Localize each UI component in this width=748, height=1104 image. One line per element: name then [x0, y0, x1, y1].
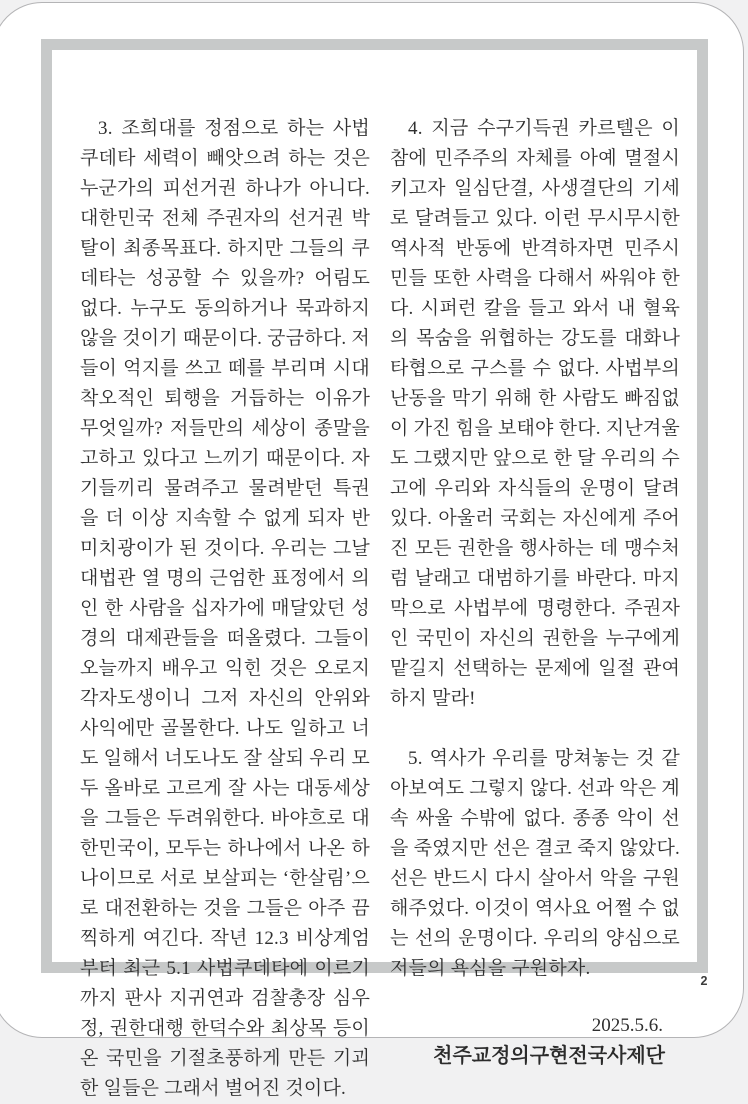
document-signature: 천주교정의구현전국사제단	[433, 1045, 665, 1067]
document-body	[80, 114, 680, 1104]
document-date: 2025.5.6.	[591, 1015, 663, 1036]
page-number: 2	[700, 974, 708, 988]
text-column-right	[390, 114, 680, 1104]
text-column-left	[80, 114, 370, 1104]
paragraph-section-3: 3. 조희대를 정점으로 하는 사법쿠데타 세력이 빼앗으려 하는 것은 누군가의 피선거권 하나가 아니다. 대한민국 전체 주권자의 선거권 박탈이 최종목표다. 하지만 그들의 쿠데타는 성공할 수 있을까? 어림도 없다. 누구도 동의하거나 묵과하지 않을 것이기 때문이다. 궁금하다. 저들이 억지를 쓰고 떼를 부리며 시대착오적인 퇴행을 거듭하는 이유가 무엇일까? 저들만의 세상이 종말을 고하고 있다고 느끼기 때문이다. 자기들끼리 물려주고 물려받던 특권을 더 이상 지속할 수 없게 되자 반미치광이가 된 것이다. 우리는 그날 대법관 열 명의 근엄한 표정에서 의인 한 사람을 십자가에 매달았던 성경의 대제관들을 떠올렸다. 그들이 오늘까지 배우고 익힌 것은 오로지 각자도생이니 그저 자신의 안위와 사익에만 골몰한다. 나도 일하고 너도 일해서 너도나도 잘 살되 우리 모두 올바로 고르게 잘 사는 대동세상을 그들은 두려워한다. 바야흐로 대한민국이, 모두는 하나에서 나온 하나이므로 서로 보살피는 ‘한살림’으로 대전환하는 것을 그들은 아주 끔찍하게 여긴다. 작년 12.3 비상계엄부터 최근 5.1 사법쿠데타에 이르기까지 판사 지귀연과 검찰총장 심우정, 권한대행 한덕수와 최상목 등이 온 국민을 기절초풍하게 만든 기괴한 일들은 그래서 벌어진 것이다.	[80, 118, 370, 1099]
paragraph-section-4: 4. 지금 수구기득권 카르텔은 이참에 민주주의 자체를 아예 멸절시키고자 일심단결, 사생결단의 기세로 달려들고 있다. 이런 무시무시한 역사적 반동에 반격하자면 민주시민들 또한 사력을 다해서 싸워야 한다. 시퍼런 칼을 들고 와서 내 혈육의 목숨을 위협하는 강도를 대화나 타협으로 구스를 수 없다. 사법부의 난동을 막기 위해 한 사람도 빠짐없이 가진 힘을 보태야 한다. 지난겨울도 그랬지만 앞으로 한 달 우리의 수고에 우리와 자식들의 운명이 달려 있다. 아울러 국회는 자신에게 주어진 모든 권한을 행사하는 데 맹수처럼 날래고 대범하기를 바란다. 마지막으로 사법부에 명령한다. 주권자인 국민이 자신의 권한을 누구에게 맡길지 선택하는 문제에 일절 관여하지 말라!	[390, 118, 680, 709]
paragraph-section-5: 5. 역사가 우리를 망쳐놓는 것 같아보여도 그렇지 않다. 선과 악은 계속 싸울 수밖에 없다. 종종 악이 선을 죽였지만 선은 결코 죽지 않았다. 선은 반드시 다시 살아서 악을 구원해주었다. 이것이 역사요 어쩔 수 없는 선의 운명이다. 우리의 양심으로 저들의 욕심을 구원하자.	[390, 748, 680, 979]
